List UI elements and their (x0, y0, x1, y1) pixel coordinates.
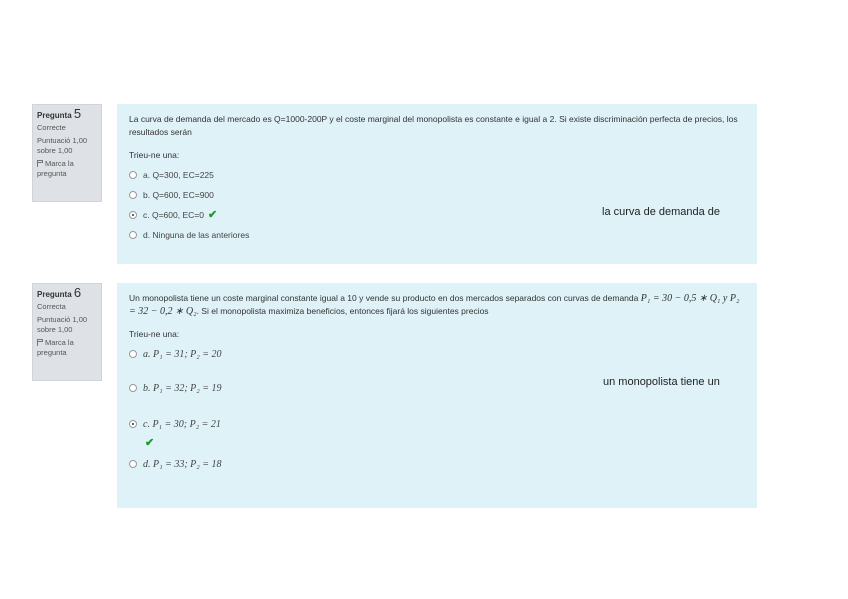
radio-c[interactable] (129, 420, 137, 428)
radio-b[interactable] (129, 384, 137, 392)
answer-option-b[interactable]: b. Q=600, EC=900 (129, 185, 745, 205)
question-score: Puntuació 1,00 sobre 1,00 (37, 136, 88, 155)
question-state: Correcte (37, 123, 66, 132)
question-content-5 (117, 104, 757, 264)
correct-check-icon: ✔ (145, 436, 155, 449)
radio-c[interactable] (129, 211, 137, 219)
radio-d[interactable] (129, 460, 137, 468)
radio-a[interactable] (129, 171, 137, 179)
answer-option-a[interactable]: a. Q=300, EC=225 (129, 165, 745, 185)
flag-question-link[interactable]: Marca la pregunta (37, 159, 74, 178)
question-info-5 (32, 104, 102, 202)
side-note-1: la curva de demanda de (602, 206, 721, 218)
flag-icon (37, 339, 43, 346)
question-score: Puntuació 1,00 sobre 1,00 (37, 315, 88, 334)
radio-a[interactable] (129, 350, 137, 358)
radio-d[interactable] (129, 231, 137, 239)
answer-prompt: Trieu-ne una: (129, 329, 180, 339)
answer-prompt: Trieu-ne una: (129, 150, 180, 160)
side-note-2: un monopolista tiene un (603, 376, 720, 388)
question-info-6 (32, 283, 102, 381)
answer-option-c[interactable]: c. P₁ = 30; P₂ = 21 (129, 414, 745, 434)
question-content-6 (117, 283, 757, 508)
question-number: Pregunta 6 (37, 285, 82, 300)
question-number: Pregunta 5 (37, 106, 82, 121)
answer-option-d[interactable]: d. Ninguna de las anteriores (129, 225, 745, 245)
question-text: La curva de demanda del mercado es Q=1000-200P y el coste marginal del monopolista es constante e igual a 2. Si existe discriminación perfecta de precios, los resultados serán (129, 114, 738, 137)
correct-check-icon: ✔ (207, 208, 218, 221)
answer-option-b[interactable]: b. P₁ = 32; P₂ = 19 (129, 378, 745, 398)
correct-check-row (129, 434, 745, 452)
radio-b[interactable] (129, 191, 137, 199)
flag-question-link[interactable]: Marca la pregunta (37, 338, 74, 357)
answer-option-d[interactable]: d. P₁ = 33; P₂ = 18 (129, 454, 745, 474)
question-state: Correcta (37, 302, 66, 311)
answer-option-a[interactable]: a. P₁ = 31; P₂ = 20 (129, 344, 745, 364)
flag-icon (37, 160, 43, 167)
question-text: Un monopolista tiene un coste marginal constante igual a 10 y vende su producto en dos mercados separados con curvas de demanda P₁ = 30 − 0,5 ∗ Q₁ y P₂ = 32 − 0,2 ∗ Q₂. Si el monopolista maximiza beneficios, entonces fijará los siguientes precios (129, 293, 740, 317)
question-math: P₁ = 30 − 0,5 ∗ Q₁ y P₂ = 32 − 0,2 ∗ Q₂ (129, 293, 740, 317)
answer-option-c[interactable]: c. Q=600, EC=0 ✔ (129, 205, 745, 225)
